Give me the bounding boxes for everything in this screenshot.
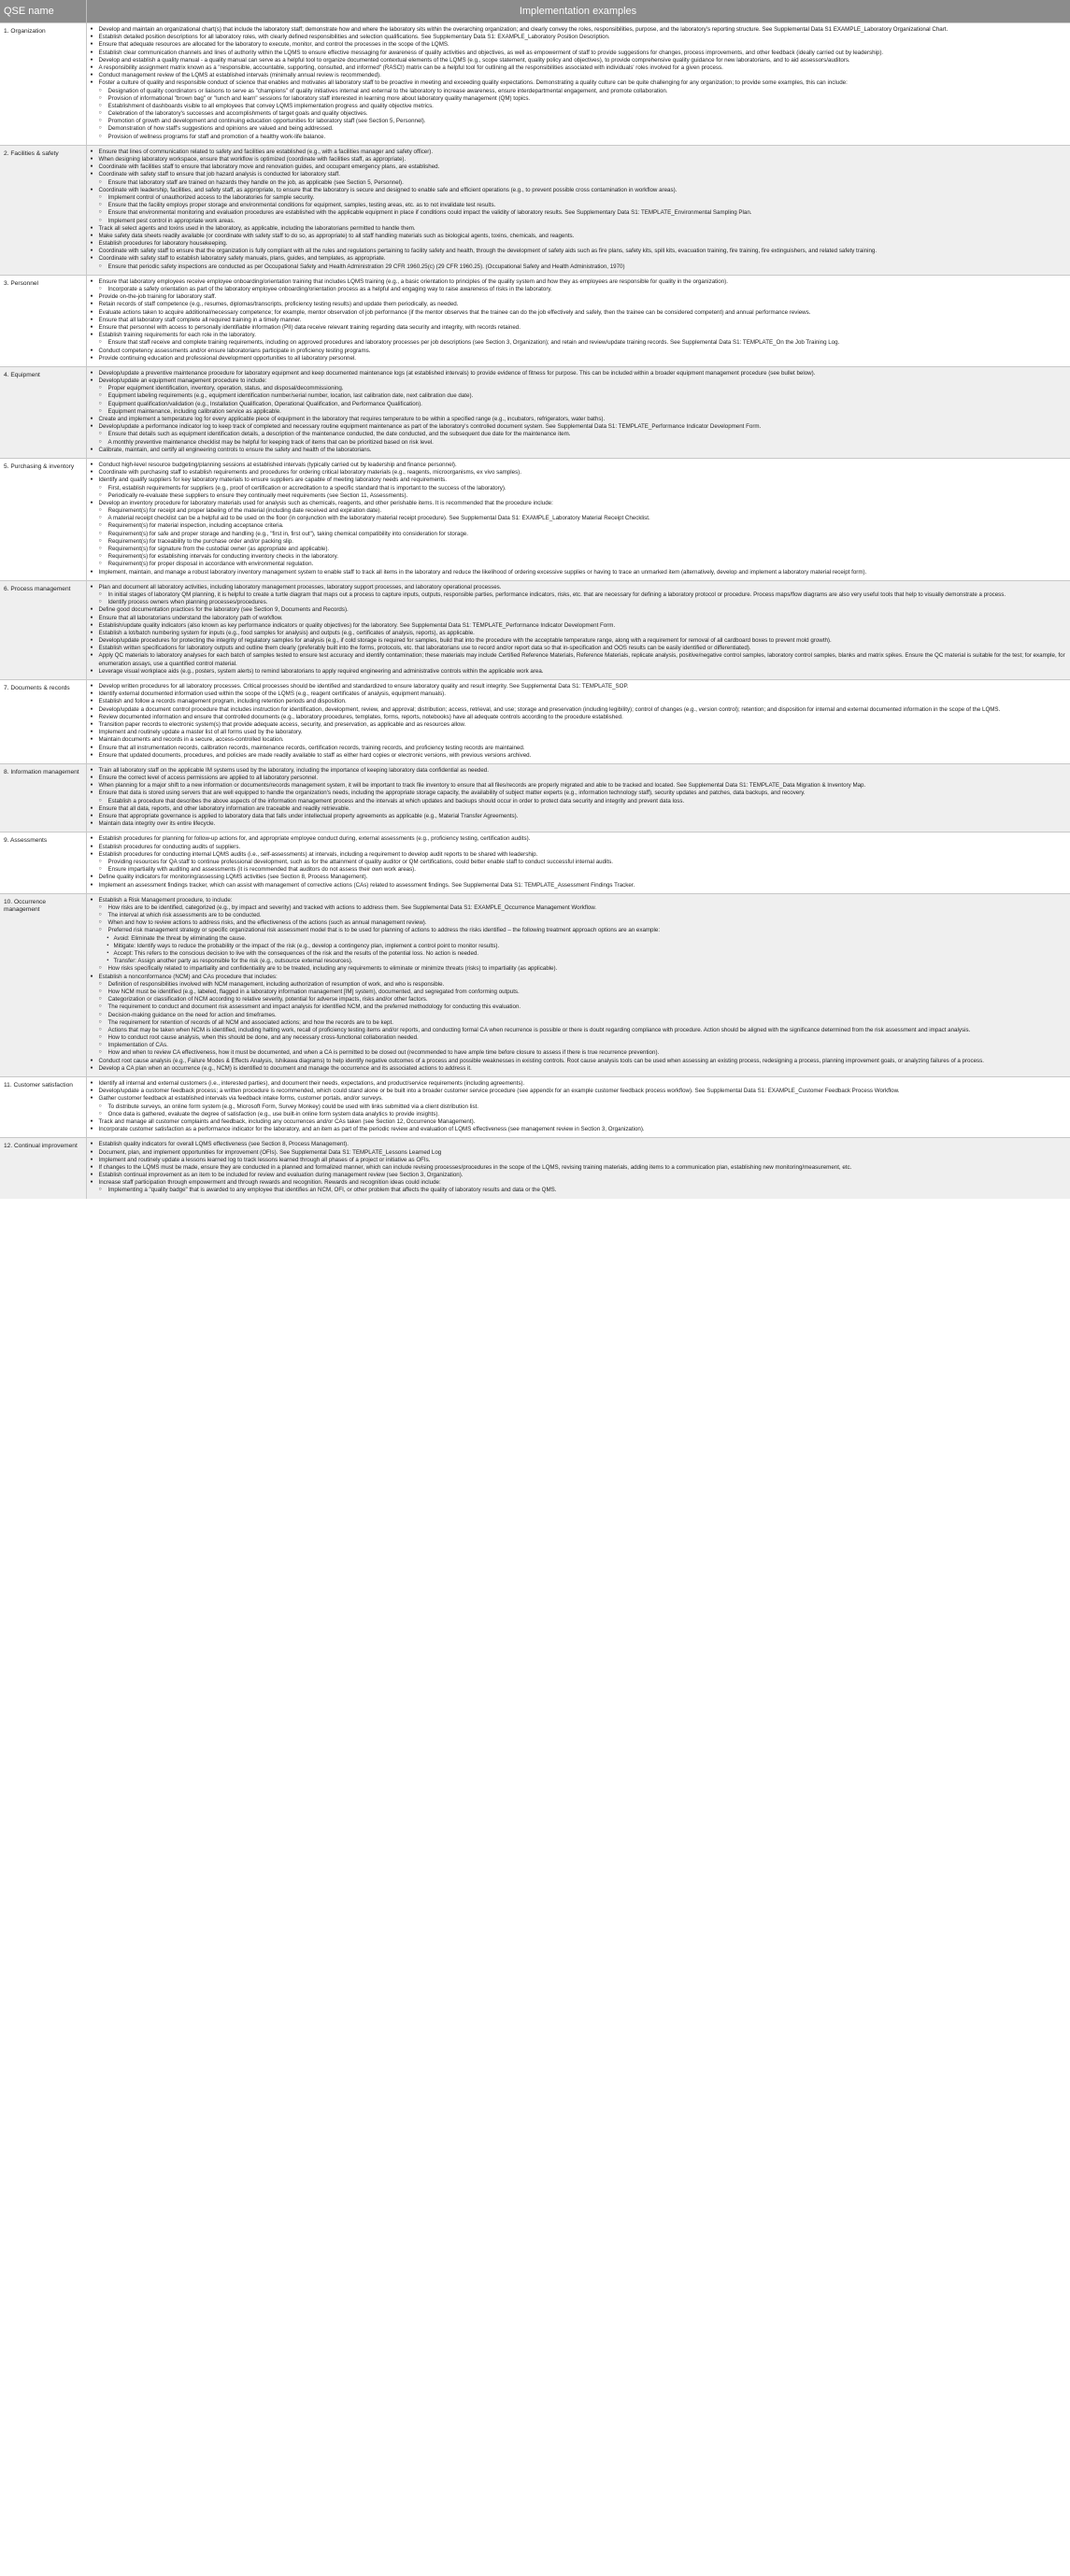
sub-list-item: ▪ Transfer: Assign another party as responsible for the risk (e.g., outsource external resources). — [91, 958, 1066, 965]
list-item: ● Establish detailed position descriptions for all laboratory roles, with clearly defined responsibilities and selection qualifications. See Supplementary Data S1: EXAMPLE_Laboratory Position Description. — [91, 34, 1066, 41]
list-item: ● Define quality indicators for monitoring/assessing LQMS activities (see Section 8, Process Management). — [91, 874, 1066, 881]
sub-list-item: ○ Ensure impartiality with auditing and assessments (it is recommended that auditors do not assess their own work areas). — [91, 866, 1066, 874]
implementation-examples-cell — [86, 763, 1070, 833]
list-item: ● Maintain data integrity over its entire lifecycle. — [91, 820, 1066, 828]
list-item: ● Establish and follow a records management program, including retention periods and disposition. — [91, 698, 1066, 705]
sub-list-item: ○ The requirement to conduct and document risk assessment and impact analysis for identified NCM, and the preferred methodology for conducting this evaluation. — [91, 1003, 1066, 1011]
implementation-examples-cell — [86, 680, 1070, 764]
sub-list-item: ▪ Avoid: Eliminate the threat by eliminating the cause. — [91, 935, 1066, 943]
list-item: ● When designing laboratory workspace, ensure that workflow is optimized (coordinate with facilities staff, as appropriate). — [91, 156, 1066, 164]
list-item: ● Ensure that data is stored using servers that are well equipped to handle the organization's needs, including the appropriate storage capacity, the availability of subject matter experts (e.g., information technology staff), security updates and patches, data backups, and recovery. — [91, 790, 1066, 797]
table-row — [0, 275, 1070, 366]
list-item: ● Establish a lot/batch numbering system for inputs (e.g., food samples for analysis) and outputs (e.g., certificates of analysis, reports), as applicable. — [91, 630, 1066, 637]
list-item: ● Develop/update an equipment management procedure to include: — [91, 377, 1066, 385]
list-item: ● Coordinate with safety staff to ensure that the organization is fully compliant with all the rules and regulations pertaining to facility safety and health, through the development of safety aids such as fire plans, safety kits, spill kits, evacuation training, fire training, fire extinguishers, and related safety training. — [91, 248, 1066, 255]
sub-list-item: ○ Definition of responsibilities involved with NCM management, including authorization of resumption of work, and who is responsible. — [91, 981, 1066, 989]
list-item: ● Identify all internal and external customers (i.e., interested parties), and document their needs, expectations, and product/service requirements (including agreements). — [91, 1080, 1066, 1088]
implementation-examples-cell — [86, 23, 1070, 146]
list-item: ● Implement and routinely update a master list of all forms used by the laboratory. — [91, 729, 1066, 736]
list-item: ● Develop/update procedures for protecting the integrity of regulatory samples for analysis (e.g., if cold storage is required for samples, build that into the procedure with the acceptable temperature range, along with a requirement for removal of all cardboard boxes to prevent mold growth). — [91, 637, 1066, 645]
example-list — [91, 584, 1066, 676]
list-item: ● Ensure that laboratory employees receive employee onboarding/orientation training that includes LQMS training (e.g., a basic orientation to principles of the quality system and how they as employees are responsible for quality in the organization). — [91, 278, 1066, 286]
sub-list-item: ○ Requirement(s) for establishing intervals for conducting inventory checks in the laboratory. — [91, 553, 1066, 561]
implementation-examples-cell — [86, 458, 1070, 580]
qse-name-cell: 10. Occurrence management — [0, 893, 86, 1076]
implementation-examples-cell — [86, 145, 1070, 275]
example-list — [91, 278, 1066, 363]
list-item: ● When planning for a major shift to a new information or documents/records management system, it will be important to track file inventory to ensure that all files/records are properly migrated and able to be tracked and located. See Supplemental Data S1: TEMPLATE_Data Migration & Inventory Map. — [91, 782, 1066, 790]
list-item: ● Ensure that all laboratory staff complete all required training in a timely manner. — [91, 317, 1066, 324]
table-header-row — [0, 0, 1070, 23]
sub-list-item: ○ The interval at which risk assessments are to be conducted. — [91, 912, 1066, 919]
implementation-examples-cell — [86, 893, 1070, 1076]
list-item: ● Provide continuing education and professional development opportunities to all laboratory personnel. — [91, 355, 1066, 363]
implementation-examples-cell — [86, 1138, 1070, 1199]
sub-list-item: ○ Celebration of the laboratory's successes and accomplishments of target goals and quality objectives. — [91, 110, 1066, 118]
list-item: ● Review documented information and ensure that controlled documents (e.g., laboratory procedures, templates, forms, reports, notebooks) have all adequate controls according to the procedure established. — [91, 714, 1066, 721]
table-body — [0, 23, 1070, 1199]
qse-name-cell: 5. Purchasing & inventory — [0, 458, 86, 580]
sub-list-item: ○ Implementation of CAs. — [91, 1042, 1066, 1049]
implementation-examples-cell — [86, 1077, 1070, 1138]
list-item: ● Develop/update a customer feedback process; a written procedure is recommended, which could stand alone or be built into a broader customer service procedure (see appendix for an example customer feedback process workflow). See Supplemental Data S1: EXAMPLE_Customer Feedback Process Workflow. — [91, 1088, 1066, 1095]
qse-name-cell: 8. Information management — [0, 763, 86, 833]
sub-list-item: ○ Ensure that details such as equipment identification details, a description of the maintenance conducted, the date conducted, and the subsequent due date for the maintenance item. — [91, 431, 1066, 438]
example-list — [91, 767, 1066, 829]
list-item: ● Establish quality indicators for overall LQMS effectiveness (see Section 8, Process Management). — [91, 1141, 1066, 1148]
implementation-table — [0, 0, 1070, 1199]
example-list — [91, 1080, 1066, 1133]
sub-list-item: ○ Equipment labeling requirements (e.g., equipment identification number/serial number, location, last calibration date, next calibration due date). — [91, 392, 1066, 400]
list-item: ● Retain records of staff competence (e.g., resumes, diplomas/transcripts, proficiency testing results) and update them periodically, as needed. — [91, 301, 1066, 308]
sub-list-item: ○ Incorporate a safety orientation as part of the laboratory employee onboarding/orientation process as a helpful and engaging way to raise awareness of risks in the laboratory. — [91, 286, 1066, 293]
list-item: ● Create and implement a temperature log for every applicable piece of equipment in the laboratory that requires temperature to be within a specified range (e.g., incubators, refrigerators, water baths). — [91, 416, 1066, 423]
example-list — [91, 683, 1066, 760]
list-item: ● Ensure that all laboratorians understand the laboratory path of workflow. — [91, 615, 1066, 622]
list-item: ● Establish a nonconformance (NCM) and CAs procedure that includes: — [91, 974, 1066, 981]
list-item: ● Coordinate with leadership, facilities, and safety staff, as appropriate, to ensure that the laboratory is secure and designed to enable safe and efficient operations (e.g., to prevent possible cross contamination in workflow areas). — [91, 187, 1066, 194]
list-item: ● Establish written specifications for laboratory outputs and outline them clearly (preferably built into the forms, protocols, etc. that laboratorians use to record and/or report data so that in-specification and OOS results can be easily identified or differentiated). — [91, 645, 1066, 652]
list-item: ● Identify and qualify suppliers for key laboratory materials to ensure suppliers are capable of meeting laboratory needs and requirements. — [91, 477, 1066, 484]
list-item: ● Establish procedures for conducting audits of suppliers. — [91, 844, 1066, 851]
table-row — [0, 23, 1070, 146]
list-item: ● Implement, maintain, and manage a robust laboratory inventory management system to enable staff to track all items in the laboratory and reduce the likelihood of ordering excessive supplies or having to trace an unmarked item (alternatively, develop and implement a laboratory material receipt form). — [91, 569, 1066, 576]
example-list — [91, 897, 1066, 1073]
list-item: ● Foster a culture of quality and responsible conduct of science that enables and motivates all laboratory staff to be proactive in meeting and exceeding quality expectations. Demonstrating a quality culture can be quite challenging for any organization; to provide some examples, this can include: — [91, 79, 1066, 87]
list-item: ● Ensure the correct level of access permissions are applied to all laboratory personnel. — [91, 775, 1066, 782]
list-item: ● Develop written procedures for all laboratory processes. Critical processes should be identified and standardized to ensure laboratory quality and result integrity. See Supplemental Data S1: TEMPLATE_SOP. — [91, 683, 1066, 690]
table-row — [0, 893, 1070, 1076]
sub-list-item: ○ Categorization or classification of NCM according to relative severity, potential for adverse impacts, risks and/or other factors. — [91, 996, 1066, 1003]
list-item: ● Track all select agents and toxins used in the laboratory, as applicable, including the laboratorians permitted to handle them. — [91, 225, 1066, 233]
qse-name-cell: 11. Customer satisfaction — [0, 1077, 86, 1138]
table-row — [0, 580, 1070, 679]
sub-list-item: ▪ Mitigate: Identify ways to reduce the probability or the impact of the risk (e.g., develop a contingency plan, implement a control point to monitor results). — [91, 943, 1066, 950]
sub-list-item: ○ Periodically re-evaluate these suppliers to ensure they continually meet requirements (see Section 11, Assessments). — [91, 492, 1066, 500]
implementation-examples-cell — [86, 275, 1070, 366]
sub-list-item: ○ Establish a procedure that describes the above aspects of the information management process and the intervals at which updates and backups should occur in order to protect data security and integrity and prevent data loss. — [91, 798, 1066, 805]
sub-list-item: ○ A monthly preventive maintenance checklist may be helpful for keeping track of items that can be prioritized based on risk level. — [91, 439, 1066, 447]
example-list — [91, 835, 1066, 889]
list-item: ● Define good documentation practices for the laboratory (see Section 9, Documents and Records). — [91, 606, 1066, 614]
list-item: ● Gather customer feedback at established intervals via feedback intake forms, customer portals, and/or surveys. — [91, 1095, 1066, 1103]
qse-name-cell: 9. Assessments — [0, 833, 86, 893]
sub-list-item: ○ Actions that may be taken when NCM is identified, including halting work, recall of proficiency testing items and/or reports, and conducting formal CA when recurrence is possible or there is doubt regarding compliance with procedure. Action should be aligned with the significance determined from the risk assessment and impact analysis. — [91, 1027, 1066, 1034]
list-item: ● Train all laboratory staff on the applicable IM systems used by the laboratory, including the importance of keeping laboratory data confidential as needed. — [91, 767, 1066, 775]
list-item: ● Make safety data sheets readily available (or coordinate with safety staff to do so, as appropriate) to all staff handling materials such as biological agents, toxins, chemicals, and reagents. — [91, 233, 1066, 240]
qse-name-cell: 12. Continual improvement — [0, 1138, 86, 1199]
list-item: ● Ensure that all instrumentation records, calibration records, maintenance records, certification records, training records, and proficiency testing records are maintained. — [91, 745, 1066, 752]
sub-list-item: ○ Once data is gathered, evaluate the degree of satisfaction (e.g., use built-in online form system data analytics to provide insights). — [91, 1111, 1066, 1118]
sub-list-item: ○ First, establish requirements for suppliers (e.g., proof of certification or accreditation to a specific standard that is important to the success of the laboratory). — [91, 485, 1066, 492]
list-item: ● Coordinate with purchasing staff to establish requirements and procedures for ordering critical laboratory materials (e.g., reagents, microorganisms, ex vivo samples). — [91, 469, 1066, 477]
list-item: ● Develop and maintain an organizational chart(s) that include the laboratory staff; demonstrate how and where the laboratory sits within the overarching organization; and clearly convey the roles, responsibilities, purpose, and the laboratory's reporting structure. See Supplemental Data S1 EXAMPLE_Laboratory Organizational Chart. — [91, 26, 1066, 34]
list-item: ● Ensure that lines of communication related to safety and facilities are established (e.g., with a facilities manager and safety officer). — [91, 149, 1066, 156]
sub-list-item: ○ Ensure that laboratory staff are trained on hazards they handle on the job, as applicable (see Section 5, Personnel). — [91, 179, 1066, 187]
sub-list-item: ○ Identify process owners when planning processes/procedures. — [91, 599, 1066, 606]
sub-list-item: ○ Ensure that environmental monitoring and evaluation procedures are established with the applicable equipment in place if conditions could impact the validity of laboratory results. See Supplementary Data S1: TEMPLATE_Environmental Sampling Plan. — [91, 209, 1066, 217]
list-item: ● Establish/update quality indicators (also known as key performance indicators or quality objectives) for the laboratory. See Supplemental Data S1: TEMPLATE_Performance Indicator Development Form. — [91, 622, 1066, 630]
example-list — [91, 462, 1066, 576]
list-item: ● Ensure that appropriate governance is applied to laboratory data that falls under intellectual property agreements as applicable (e.g., Material Transfer Agreements). — [91, 813, 1066, 820]
list-item: ● Incorporate customer satisfaction as a performance indicator for the laboratory, and an item as part of the periodic review and evaluation of LQMS effectiveness (see management review in Section 3, Organization). — [91, 1126, 1066, 1133]
list-item: ● Provide on-the-job training for laboratory staff. — [91, 293, 1066, 301]
sub-list-item: ○ Establishment of dashboards visible to all employees that convey LQMS implementation progress and quality objective metrics. — [91, 103, 1066, 110]
list-item: ● Develop/update a document control procedure that includes instruction for identification, development, review, and approval; distribution; access, retrieval, and use; storage and preservation (including legibility); control of changes (e.g., version control); retention; and disposition for internal and external documented information in the scope of the LQMS. — [91, 706, 1066, 714]
sub-list-item: ○ To distribute surveys, an online form system (e.g., Microsoft Form, Survey Monkey) could be used with links submitted via a client distribution list. — [91, 1103, 1066, 1111]
sub-list-item: ○ Demonstration of how staff's suggestions and opinions are valued and being addressed. — [91, 125, 1066, 133]
list-item: ● Establish clear communication channels and lines of authority within the LQMS to ensure effective messaging for awareness of quality activities and objectives, as well as empowerment of staff to provide suggestions for changes, process improvements, and other feedback (ideally carried out by leadership). — [91, 50, 1066, 57]
sub-list-item: ○ Decision-making guidance on the need for action and timeframes. — [91, 1012, 1066, 1019]
sub-list-item: ○ Preferred risk management strategy or specific organizational risk assessment model that is to be used for planning of actions to address the risks identified – the following treatment approach options are an example: — [91, 927, 1066, 934]
sub-list-item: ▪ Accept: This refers to the conscious decision to live with the consequences of the risk and the results of the potential loss. No action is needed. — [91, 950, 1066, 958]
list-item: ● Establish a Risk Management procedure, to include: — [91, 897, 1066, 904]
list-item: ● If changes to the LQMS must be made, ensure they are conducted in a planned and formalized manner, which can include revising processes/procedures in the scope of the LQMS, revising training materials, adding items to a communication plan, establishing new monitoring/measurement, etc. — [91, 1164, 1066, 1172]
list-item: ● Ensure that all data, reports, and other laboratory information are traceable and readily retrievable. — [91, 805, 1066, 813]
list-item: ● Coordinate with facilities staff to ensure that laboratory move and renovation guides, and occupant emergency plans, are established. — [91, 164, 1066, 171]
sub-list-item: ○ Implement pest control in appropriate work areas. — [91, 218, 1066, 225]
list-item: ● Develop and establish a quality manual - a quality manual can serve as a helpful tool to organize documented contextual elements of the LQMS (e.g., scope statement, quality policy and objectives), to provide comprehensive quality guidance for new laboratorians, and to aid assessors/auditors. — [91, 57, 1066, 64]
qse-name-cell: 1. Organization — [0, 23, 86, 146]
qse-name-cell: 4. Equipment — [0, 366, 86, 458]
list-item: ● Ensure that personnel with access to personally identifiable information (PII) data receive relevant training regarding data security and integrity, with records retained. — [91, 324, 1066, 332]
list-item: ● Establish procedures for planning for follow-up actions for, and appropriate employee conduct during, external assessments (e.g., proficiency testing, certification audits). — [91, 835, 1066, 843]
table-row — [0, 833, 1070, 893]
sub-list-item: ○ How to conduct root cause analysis, when this should be done, and any necessary cross-functional collaboration needed. — [91, 1034, 1066, 1042]
implementation-examples-cell — [86, 366, 1070, 458]
column-header-qse-name: QSE name — [0, 0, 86, 23]
table-row — [0, 1077, 1070, 1138]
list-item: ● Develop/update a performance indicator log to keep track of completed and necessary routine equipment maintenance as part of the laboratory's controlled document system. See Supplemental Data S1: TEMPLATE_Performance Indicator Development Form. — [91, 423, 1066, 431]
qse-name-cell: 7. Documents & records — [0, 680, 86, 764]
sub-list-item: ○ Requirement(s) for safe and proper storage and handling (e.g., "first in, first out"), taking chemical compatibility into consideration for storage. — [91, 531, 1066, 538]
table-row — [0, 763, 1070, 833]
list-item: ● Conduct management review of the LQMS at established intervals (minimally annual review is recommended). — [91, 72, 1066, 79]
sub-list-item: ○ Provision of wellness programs for staff and promotion of a healthy work-life balance. — [91, 134, 1066, 141]
list-item: ● Calibrate, maintain, and certify all engineering controls to ensure the safety and health of the laboratorians. — [91, 447, 1066, 454]
list-item: ● A responsibility assignment matrix known as a "responsible, accountable, supporting, consulted, and informed" (RASCI) matrix can be a helpful tool for outlining all the responsibilities associated with individuals' roles involved for a given process. — [91, 64, 1066, 72]
list-item: ● Ensure that updated documents, procedures, and policies are made readily available to staff as either hard copies or electronic versions, with previous versions archived. — [91, 752, 1066, 760]
list-item: ● Track and manage all customer complaints and feedback, including any occurrences and/or CAs taken (see Section 12, Occurrence Management). — [91, 1118, 1066, 1126]
list-item: ● Identify external documented information used within the scope of the LQMS (e.g., reagent certificates of analysis, equipment manuals). — [91, 690, 1066, 698]
list-item: ● Document, plan, and implement opportunities for improvement (OFIs). See Supplemental Data S1: TEMPLATE_Lessons Learned Log — [91, 1149, 1066, 1157]
sub-list-item: ○ The requirement for retention of records of all NCM and associated actions; and how the records are to be kept. — [91, 1019, 1066, 1027]
sub-list-item: ○ Promotion of growth and development and continuing education opportunities for laboratory staff (see Section 5, Personnel). — [91, 118, 1066, 125]
qse-name-cell: 6. Process management — [0, 580, 86, 679]
sub-list-item: ○ Provision of informational "brown bag" or "lunch and learn" sessions for laboratory staff interested in learning more about laboratory quality management (QM) topics. — [91, 95, 1066, 103]
sub-list-item: ○ Implementing a "quality badge" that is awarded to any employee that identifies an NCM, OFI, or other problem that affects the quality of laboratory results and data or the QMS. — [91, 1187, 1066, 1194]
sub-list-item: ○ When and how to review actions to address risks, and the effectiveness of the actions (such as annual management review). — [91, 919, 1066, 927]
list-item: ● Implement and routinely update a lessons learned log to track lessons learned through all phases of a project or initiative as OFIs. — [91, 1157, 1066, 1164]
sub-list-item: ○ Ensure that periodic safety inspections are conducted as per Occupational Safety and Health Administration 29 CFR 1960.25(c) (29 CFR 1960.25). (Occupational Safety and Health Administration, 1970) — [91, 263, 1066, 271]
table-row — [0, 1138, 1070, 1199]
sub-list-item: ○ How and when to review CA effectiveness, how it must be documented, and when a CA is permitted to be closed out (recommended to have ample time before closure to assess if there is true recurrence prevention). — [91, 1049, 1066, 1057]
qse-name-cell: 2. Facilities & safety — [0, 145, 86, 275]
list-item: ● Leverage visual workplace aids (e.g., posters, system alerts) to remind laboratorians to apply required engineering and administrative controls within the applicable work area. — [91, 668, 1066, 676]
list-item: ● Establish continual improvement as an item to be included for review and evaluation during management review (see Section 3, Organization). — [91, 1172, 1066, 1179]
sub-list-item: ○ Providing resources for QA staff to continue professional development, such as for the attainment of quality auditor or QM certifications, could better enable staff to conduct successful internal audits. — [91, 859, 1066, 866]
list-item: ● Maintain documents and records in a secure, access-controlled location. — [91, 736, 1066, 744]
list-item: ● Implement an assessment findings tracker, which can assist with management of corrective actions (CAs) related to assessment findings. See Supplemental Data S1: TEMPLATE_Assessment Findings Tracker. — [91, 882, 1066, 890]
sub-list-item: ○ Implement control of unauthorized access to the laboratories for sample security. — [91, 194, 1066, 202]
list-item: ● Evaluate actions taken to acquire additional/necessary competence; for example, mentor observation of job performance (if the mentor observes that the trainee can do the job effectively and safely, then the trainee can be considered competent) and annual performance reviews. — [91, 309, 1066, 317]
list-item: ● Conduct root cause analysis (e.g., Failure Modes & Effects Analysis, Ishikawa diagrams) to help identify negative outcomes of a process and possible weaknesses in existing controls. Root cause analysis tools can be used when assessing an existing process, redesigning a process, planning improvement goals, or analyzing failures of a process. — [91, 1058, 1066, 1065]
sub-list-item: ○ Designation of quality coordinators or liaisons to serve as "champions" of quality initiatives internal and external to the laboratory to increase awareness, ensure interdepartmental engagement, and promote collaboration. — [91, 88, 1066, 95]
list-item: ● Coordinate with safety staff to ensure that job hazard analysis is conducted for laboratory staff. — [91, 171, 1066, 178]
sub-list-item: ○ How risks are to be identified, categorized (e.g., by impact and severity) and tracked with actions to address them. See Supplemental Data S1: EXAMPLE_Occurrence Management Workflow. — [91, 904, 1066, 912]
sub-list-item: ○ Equipment qualification/validation (e.g., Installation Qualification, Operational Qualification, and Performance Qualification). — [91, 401, 1066, 408]
list-item: ● Coordinate with safety staff to establish laboratory safety manuals, plans, guides, and templates, as appropriate. — [91, 255, 1066, 263]
list-item: ● Plan and document all laboratory activities, including laboratory management processes, laboratory support processes, and laboratory operational processes. — [91, 584, 1066, 591]
table-row — [0, 680, 1070, 764]
table-row — [0, 366, 1070, 458]
sub-list-item: ○ Requirement(s) for signature from the custodial owner (as appropriate and applicable). — [91, 546, 1066, 553]
column-header-implementation-examples: Implementation examples — [86, 0, 1070, 23]
sub-list-item: ○ Requirement(s) for traceability to the purchase order and/or packing slip. — [91, 538, 1066, 546]
list-item: ● Develop a CA plan when an occurrence (e.g., NCM) is identified to document and manage the occurrence and its associated actions to address it. — [91, 1065, 1066, 1073]
list-item: ● Ensure that adequate resources are allocated for the laboratory to execute, monitor, and control the processes in the scope of the LQMS. — [91, 41, 1066, 49]
list-item: ● Conduct competency assessments and/or ensure laboratorians participate in proficiency testing programs. — [91, 348, 1066, 355]
list-item: ● Establish training requirements for each role in the laboratory. — [91, 332, 1066, 339]
sub-list-item: ○ A material receipt checklist can be a helpful aid to be used on the floor (in conjunction with the laboratory material receipt procedure). See Supplemental Data S1: EXAMPLE_Laboratory Material Receipt Checklist. — [91, 515, 1066, 522]
example-list — [91, 26, 1066, 141]
sub-list-item: ○ How NCM must be identified (e.g., labeled, flagged in a laboratory information management [IM] system), documented, and segregated from conforming outputs. — [91, 989, 1066, 996]
list-item: ● Transition paper records to electronic system(s) that provide adequate access, security, and preservation, as applicable and as resources allow. — [91, 721, 1066, 729]
table-row — [0, 458, 1070, 580]
list-item: ● Increase staff participation through empowerment and through rewards and recognition. Rewards and recognition ideas could include: — [91, 1179, 1066, 1187]
list-item: ● Develop/update a preventive maintenance procedure for laboratory equipment and keep documented maintenance logs (at established intervals) to provide evidence of fitness for purpose. This can be included within a broader equipment management procedure (see bullet below). — [91, 370, 1066, 377]
example-list — [91, 1141, 1066, 1194]
sub-list-item: ○ Proper equipment identification, inventory, operation, status, and disposal/decommissioning. — [91, 385, 1066, 392]
sub-list-item: ○ Ensure that staff receive and complete training requirements, including on approved procedures and laboratory processes per job descriptions (see Section 3, Organization); and retain and review/update training records. See Supplemental Data S1: TEMPLATE_On the Job Training Log. — [91, 339, 1066, 347]
sub-list-item: ○ How risks specifically related to impartiality and confidentiality are to be treated, including any requirements to eliminate or minimize threats (risks) to impartiality (as applicable). — [91, 965, 1066, 973]
list-item: ● Apply QC materials to laboratory analyses for each batch of samples tested to ensure test accuracy and identify contamination; these materials may include Certified Reference Materials, Reference Materials, replicate analysis, positive/negative control samples, laboratory control samples, blanks and matrix spikes. Ensure the QC material is suitable for the test; for example, for enumeration assays, use a quantified control material. — [91, 652, 1066, 667]
sub-list-item: ○ Requirement(s) for proper disposal in accordance with environmental regulation. — [91, 561, 1066, 568]
sub-list-item: ○ Equipment maintenance, including calibration service as applicable. — [91, 408, 1066, 416]
implementation-examples-cell — [86, 580, 1070, 679]
implementation-examples-cell — [86, 833, 1070, 893]
qse-name-cell: 3. Personnel — [0, 275, 86, 366]
sub-list-item: ○ Requirement(s) for material inspection, including acceptance criteria. — [91, 522, 1066, 530]
list-item: ● Establish procedures for conducting internal LQMS audits (i.e., self-assessments) at intervals, including a requirement to develop audit reports to be shared with leadership. — [91, 851, 1066, 859]
list-item: ● Conduct high-level resource budgeting/planning sessions at established intervals (typically carried out by leadership and finance personnel). — [91, 462, 1066, 469]
example-list — [91, 149, 1066, 271]
sub-list-item: ○ Ensure that the facility employs proper storage and environmental conditions for equipment, samples, testing areas, etc. as to not invalidate test results. — [91, 202, 1066, 209]
sub-list-item: ○ In initial stages of laboratory QM planning, it is helpful to create a turtle diagram that maps out a process to capture inputs, outputs, responsible parties, performance indicators, risks, etc. that are necessary for defining a laboratory protocol or procedure. Process maps/flow diagrams are also very useful tools that help to visually demonstrate a process. — [91, 591, 1066, 599]
list-item: ● Establish procedures for laboratory housekeeping. — [91, 240, 1066, 248]
example-list — [91, 370, 1066, 454]
sub-list-item: ○ Requirement(s) for receipt and proper labeling of the material (including date received and expiration date). — [91, 507, 1066, 515]
list-item: ● Develop an inventory procedure for laboratory materials used for analysis such as chemicals, reagents, and other perishable items. It is recommended that the procedure include: — [91, 500, 1066, 507]
table-row — [0, 145, 1070, 275]
